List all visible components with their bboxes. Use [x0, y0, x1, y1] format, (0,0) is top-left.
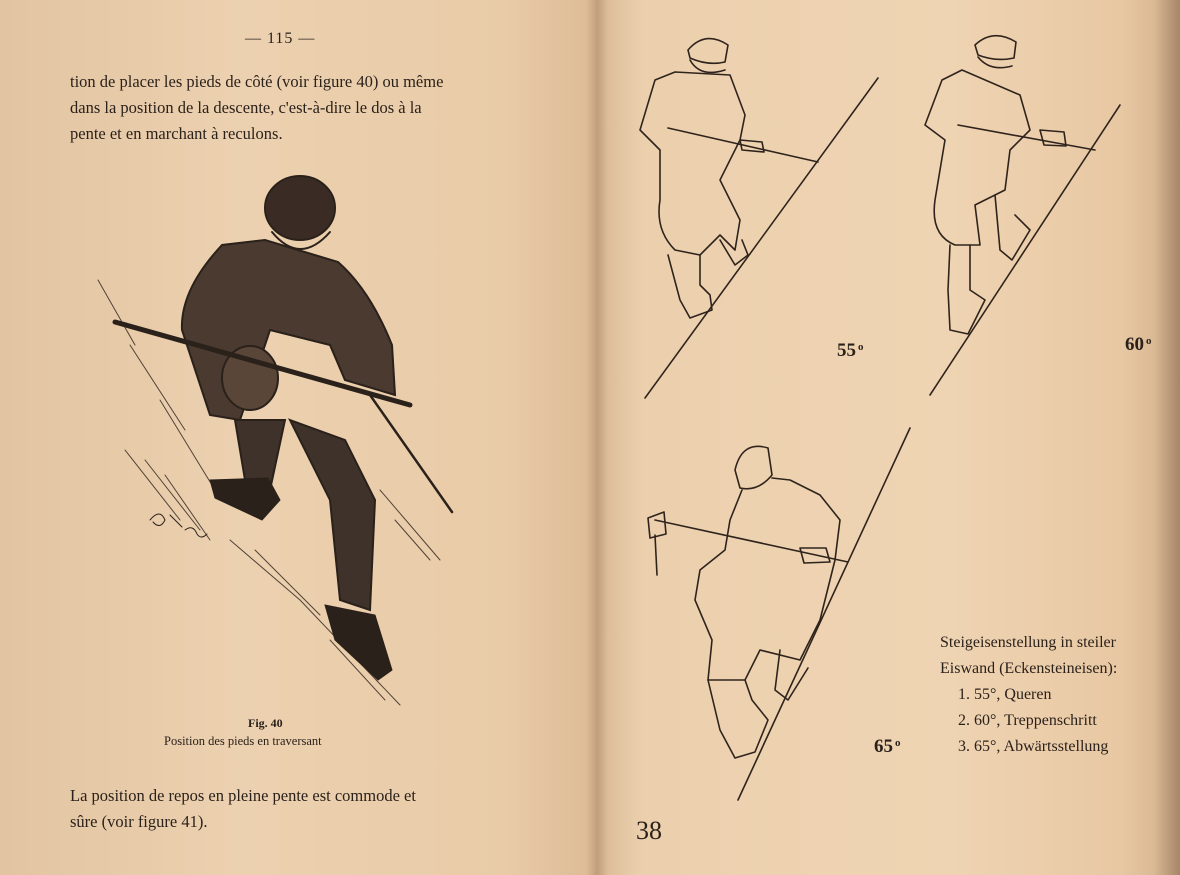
page-number-left: — 115 — — [245, 30, 316, 47]
text-line: tion de placer les pieds de côté (voir figure 40) ou même — [70, 72, 444, 91]
figure-caption: Position des pieds en traversant — [164, 734, 322, 748]
text-line: sûre (voir figure 41). — [70, 812, 208, 831]
text-line: dans la position de la descente, c'est-à-dire le dos à la — [70, 98, 422, 117]
climber-60-figure — [925, 36, 1120, 395]
climber-engraving-figure — [98, 176, 452, 705]
legend-title-line: Eiswand (Eckensteineisen): — [940, 660, 1118, 677]
climber-65-figure — [648, 428, 910, 800]
angle-label-65: 65 $^o$ — [874, 736, 901, 757]
legend-item: 1. 55°, Queren — [958, 686, 1052, 703]
figure-label: Fig. 40 — [248, 716, 283, 730]
legend-title-line: Steigeisenstellung in steiler — [940, 634, 1116, 651]
degree-mark: o — [858, 341, 864, 353]
page-number-right: 38 — [636, 816, 662, 845]
angle-label-55: 55 $^o$ — [837, 340, 864, 361]
legend-item: 2. 60°, Treppenschritt — [958, 712, 1097, 729]
figure-legend — [940, 630, 1117, 760]
angle-label-60: 60 $^o$ — [1125, 334, 1152, 355]
degree-mark: o — [1146, 335, 1152, 347]
degree-mark: o — [895, 737, 901, 749]
legend-item: 3. 65°, Abwärtsstellung — [958, 738, 1109, 755]
text-line: La position de repos en pleine pente est commode et — [70, 786, 416, 805]
text-line: pente et en marchant à reculons. — [70, 124, 283, 143]
legend-list — [940, 682, 1117, 760]
